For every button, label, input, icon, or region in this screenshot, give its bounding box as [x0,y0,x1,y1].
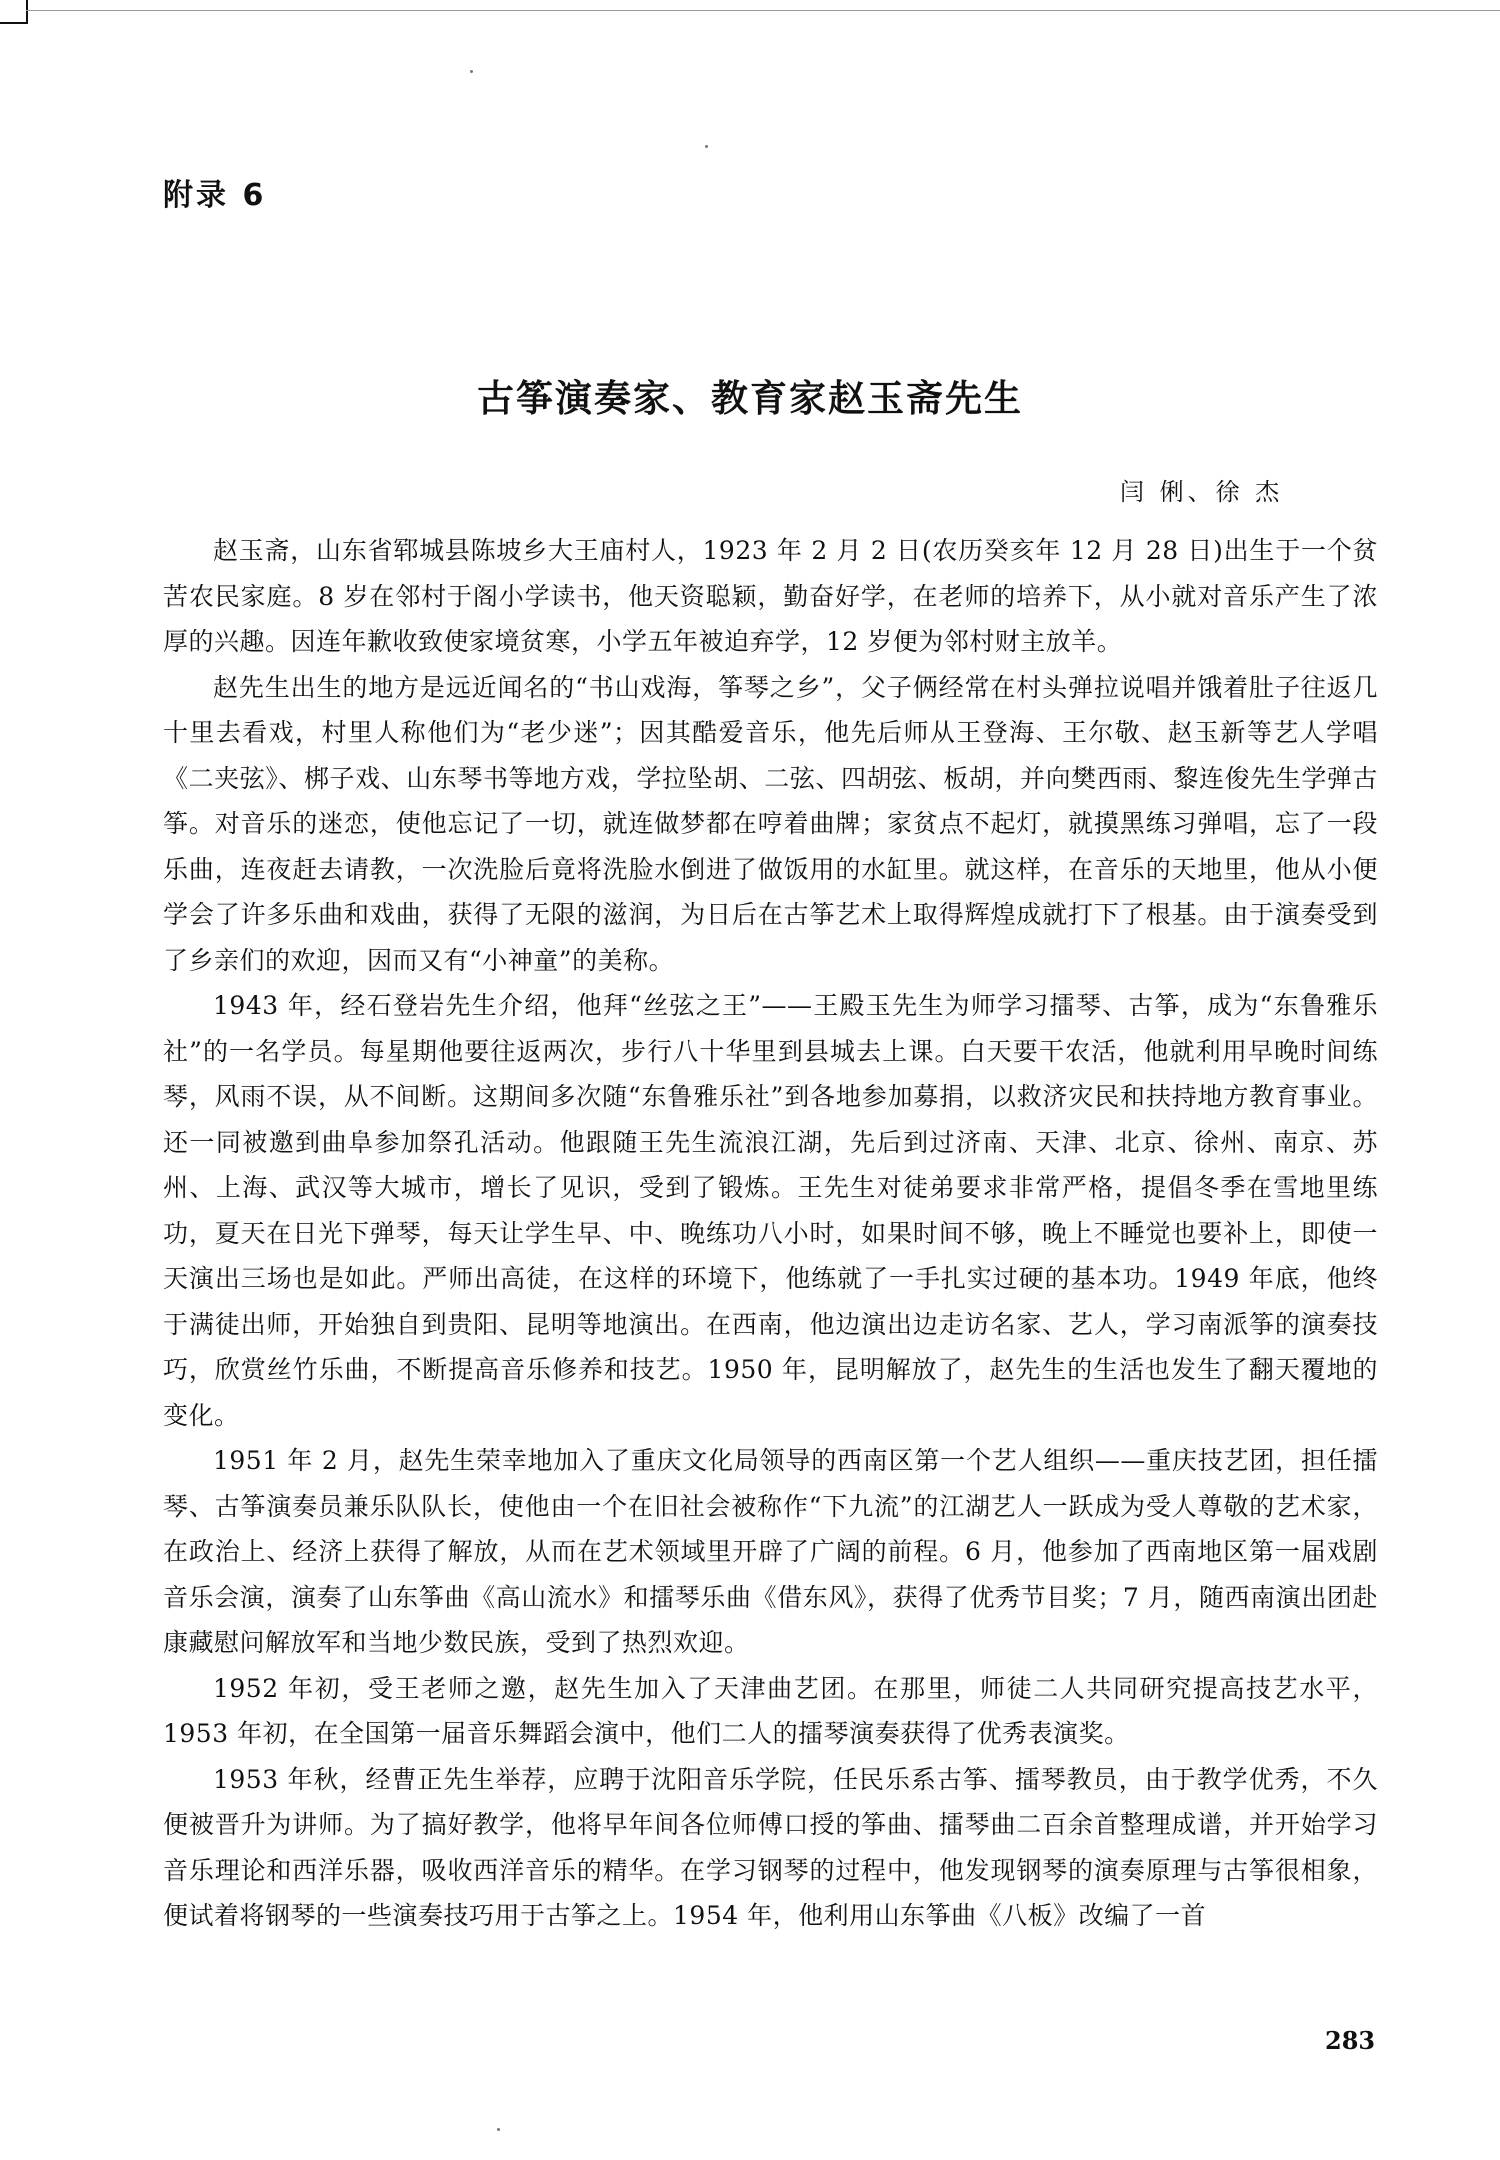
article-authors: 闫 俐、徐 杰 [1120,478,1284,506]
scan-top-edge [26,10,1500,11]
paragraph-1: 赵玉斋，山东省郓城县陈坡乡大王庙村人，1923 年 2 月 2 日(农历癸亥年 12 月 28 日)出生于一个贫苦农民家庭。8 岁在邻村于阁小学读书，他天资聪颖，勤奋好学，在老师的培养下，从小就对音乐产生了浓厚的兴趣。因连年歉收致使家境贫寒，小学五年被迫弃学，12 岁便为邻村财主放羊。 [163,536,1378,656]
scan-speck [705,145,708,148]
paragraph-4: 1951 年 2 月，赵先生荣幸地加入了重庆文化局领导的西南区第一个艺人组织——重庆技艺团，担任擂琴、古筝演奏员兼乐队队长，使他由一个在旧社会被称作“下九流”的江湖艺人一跃成为受人尊敬的艺术家，在政治上、经济上获得了解放，从而在艺术领域里开辟了广阔的前程。6 月，他参加了西南地区第一届戏剧音乐会演，演奏了山东筝曲《高山流水》和擂琴乐曲《借东风》，获得了优秀节目奖；7 月，随西南演出团赴康藏慰问解放军和当地少数民族，受到了热烈欢迎。 [163,1446,1378,1657]
article-title: 古筝演奏家、教育家赵玉斋先生 [477,376,1023,420]
article-body [163,528,1378,1939]
paragraph-2: 赵先生出生的地方是远近闻名的“书山戏海，筝琴之乡”，父子俩经常在村头弹拉说唱并饿着肚子往返几十里去看戏，村里人称他们为“老少迷”；因其酷爱音乐，他先后师从王登海、王尔敬、赵玉新等艺人学唱《二夹弦》、梆子戏、山东琴书等地方戏，学拉坠胡、二弦、四胡弦、板胡，并向樊西雨、黎连俊先生学弹古筝。对音乐的迷恋，使他忘记了一切，就连做梦都在哼着曲牌；家贫点不起灯，就摸黑练习弹唱，忘了一段乐曲，连夜赶去请教，一次洗脸后竟将洗脸水倒进了做饭用的水缸里。就这样，在音乐的天地里，他从小便学会了许多乐曲和戏曲，获得了无限的滋润，为日后在古筝艺术上取得辉煌成就打下了根基。由于演奏受到了乡亲们的欢迎，因而又有“小神童”的美称。 [163,672,1378,975]
scan-corner-mark [0,0,28,24]
page-number: 283 [1325,2026,1376,2055]
paragraph-3: 1943 年，经石登岩先生介绍，他拜“丝弦之王”——王殿玉先生为师学习擂琴、古筝，成为“东鲁雅乐社”的一名学员。每星期他要往返两次，步行八十华里到县城去上课。白天要干农活，他就利用早晚时间练琴，风雨不误，从不间断。这期间多次随“东鲁雅乐社”到各地参加募捐，以救济灾民和扶持地方教育事业。还一同被邀到曲阜参加祭孔活动。他跟随王先生流浪江湖，先后到过济南、天津、北京、徐州、南京、苏州、上海、武汉等大城市，增长了见识，受到了锻炼。王先生对徒弟要求非常严格，提倡冬季在雪地里练功，夏天在日光下弹琴，每天让学生早、中、晚练功八小时，如果时间不够，晚上不睡觉也要补上，即使一天演出三场也是如此。严师出高徒，在这样的环境下，他练就了一手扎实过硬的基本功。1949 年底，他终于满徒出师，开始独自到贵阳、昆明等地演出。在西南，他边演出边走访名家、艺人，学习南派筝的演奏技巧，欣赏丝竹乐曲，不断提高音乐修养和技艺。1950 年，昆明解放了，赵先生的生活也发生了翻天覆地的变化。 [163,991,1378,1430]
paragraph-5: 1952 年初，受王老师之邀，赵先生加入了天津曲艺团。在那里，师徒二人共同研究提高技艺水平，1953 年初，在全国第一届音乐舞蹈会演中，他们二人的擂琴演奏获得了优秀表演奖。 [163,1673,1378,1748]
appendix-heading: 附录 6 [163,178,267,213]
scan-speck [470,70,473,73]
scan-speck [497,2128,500,2131]
paragraph-6: 1953 年秋，经曹正先生举荐，应聘于沈阳音乐学院，任民乐系古筝、擂琴教员，由于教学优秀，不久便被晋升为讲师。为了搞好教学，他将早年间各位师傅口授的筝曲、擂琴曲二百余首整理成谱，并开始学习音乐理论和西洋乐器，吸收西洋音乐的精华。在学习钢琴的过程中，他发现钢琴的演奏原理与古筝很相象，便试着将钢琴的一些演奏技巧用于古筝之上。1954 年，他利用山东筝曲《八板》改编了一首 [163,1764,1378,1930]
